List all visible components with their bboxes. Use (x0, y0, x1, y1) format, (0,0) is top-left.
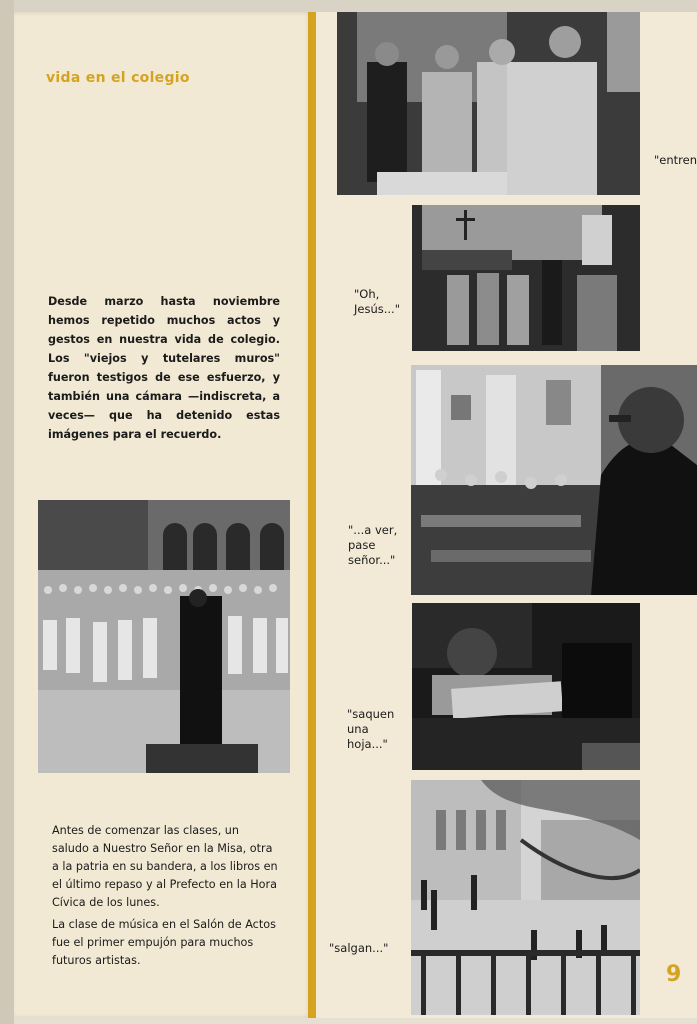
quote-saquen: "saquen una hoja..." (347, 707, 395, 751)
intro-paragraph: Desde marzo hasta noviembre hemos repetido muchos actos y gestos en nuestra vida de colegio. Los "viejos y tutelares muros" fueron testigos de ese esfuerzo, y también una cámara —indiscreta, a veces— que ha detenido estas imágenes para el recuerdo. (48, 295, 280, 441)
chapel-mass-photo (412, 205, 640, 351)
students-standing-photo (337, 12, 640, 195)
quote-a-ver: "...a ver, pase señor..." (348, 523, 398, 567)
caption-paragraph-1: Antes de comenzar las clases, un saludo a Nuestro Señor en la Misa, otra a la patria en su bandera, a los libros en el último repaso y al Prefecto en la Hora Cívica de los lunes. (52, 824, 278, 909)
classroom-teacher-photo (411, 365, 697, 595)
caption-paragraph-2: La clase de música en el Salón de Actos fue el primer empujón para muchos futuros artistas. (52, 918, 276, 967)
page-top-edge (0, 0, 697, 12)
page-number: 9 (666, 962, 682, 987)
binding-edge (0, 0, 14, 1024)
gutter-accent-bar (308, 12, 316, 1018)
quote-entren: "entren (654, 153, 697, 167)
exam-writing-photo (412, 603, 640, 770)
courtyard-assembly-photo (38, 500, 290, 773)
courtyard-exit-photo (411, 780, 640, 1015)
section-title: vida en el colegio (46, 70, 190, 86)
bottom-caption (52, 822, 278, 974)
quote-salgan: "salgan..." (329, 941, 389, 955)
quote-oh-jesus: "Oh, Jesús..." (354, 287, 400, 316)
